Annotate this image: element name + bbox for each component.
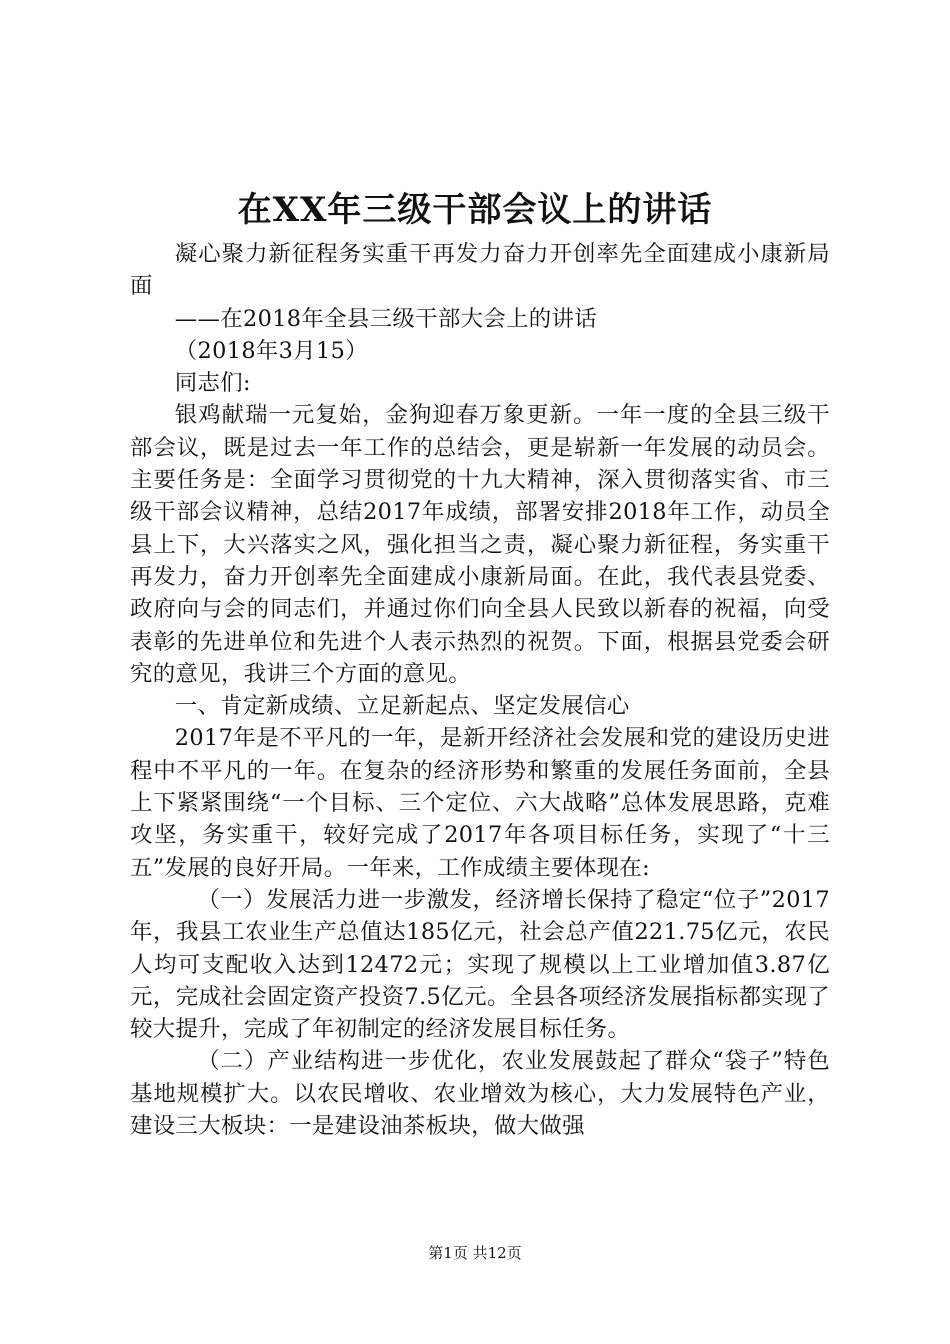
body-paragraph: 银鸡献瑞一元复始，金狗迎春万象更新。一年一度的全县三级干部会议，既是过去一年工作的总结会，更是崭新一年发展的动员会。主要任务是：全面学习贯彻党的十九大精神，深入贯彻落实省、市三级干部会议精神，总结2017年成绩，部署安排2018年工作，动员全县上下，大兴落实之风，强化担当之责，凝心聚力新征程，务实重干再发力，奋力开创率先全面建成小康新局面。在此，我代表县党委、政府向与会的同志们，并通过你们向全县人民致以新春的祝福，向受表彰的先进单位和先进个人表示热烈的祝贺。下面，根据县党委会研究的意见，我讲三个方面的意见。 (130, 402, 830, 687)
document-title: 在XX年三级干部会议上的讲话 (237, 190, 713, 230)
section-heading: 一、肯定新成绩、立足新起点、坚定发展信心 (174, 693, 630, 720)
speech-occasion-line: ——在2018年全县三级干部大会上的讲话 (174, 305, 598, 332)
body-paragraph: （一）发展活力进一步激发，经济增长保持了稳定“位子”2017年，我县工农业生产总值达185亿元，社会总产值221.75亿元，农民人均可支配收入达到12472元；实现了规模以上工业增加值3.87亿元，完成社会固定资产投资7.5亿元。全县各项经济发展指标都实现了较大提升，完成了年初制定的经济发展目标任务。 (130, 886, 830, 1043)
body-paragraph: （二）产业结构进一步优化，农业发展鼓起了群众“袋子”特色基地规模扩大。以农民增收、农业增效为核心，大力发展特色产业，建设三大板块：一是建设油茶板块，做大做强 (130, 1048, 830, 1140)
page-number-footer: 第1页 共12页 (428, 1244, 522, 1262)
salutation: 同志们: (174, 370, 251, 397)
speech-date-line: （2018年3月15） (174, 337, 368, 364)
document-body (130, 238, 830, 1142)
body-paragraph: 2017年是不平凡的一年，是新开经济社会发展和党的建设历史进程中不平凡的一年。在复杂的经济形势和繁重的发展任务面前，全县上下紧紧围绕“一个目标、三个定位、六大战略”总体发展思路，克难攻坚，务实重干，较好完成了2017年各项目标任务，实现了“十三五”发展的良好开局。一年来，工作成绩主要体现在: (130, 725, 830, 881)
subtitle-paragraph: 凝心聚力新征程务实重干再发力奋力开创率先全面建成小康新局面 (130, 241, 830, 300)
